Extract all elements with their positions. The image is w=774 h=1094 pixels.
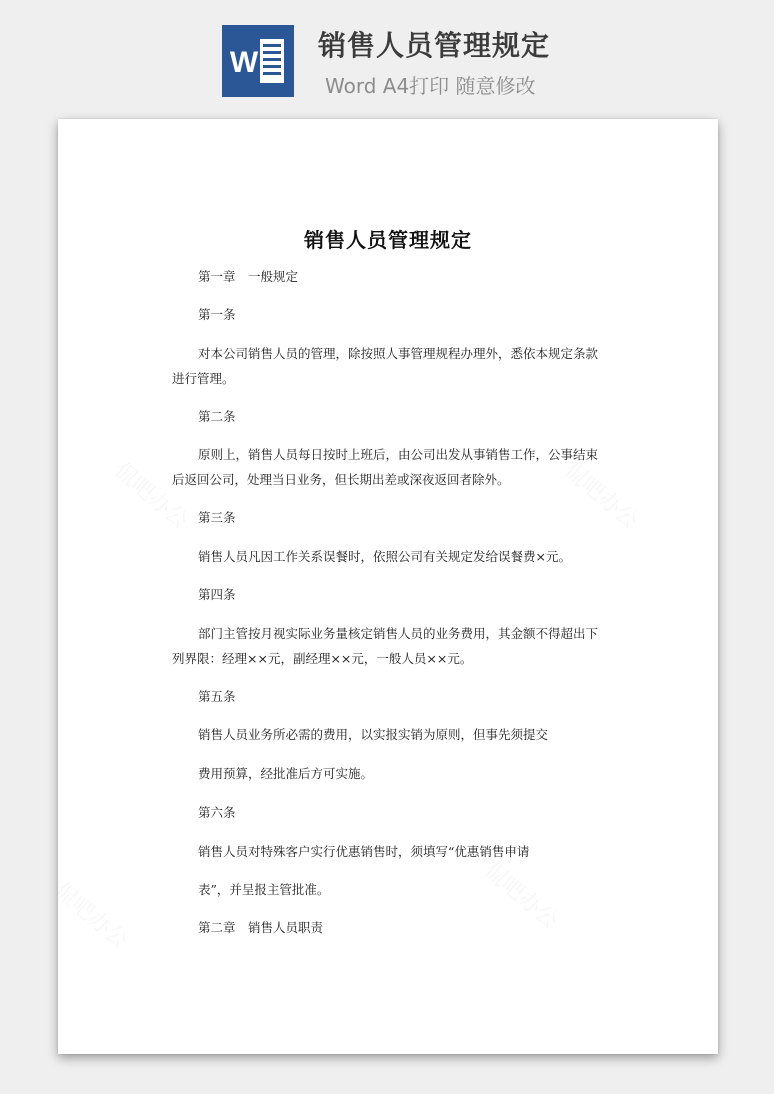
paragraph-line: 进行管理。: [172, 371, 235, 386]
watermark: [108, 454, 195, 534]
article-heading: 第四条: [198, 587, 236, 602]
chapter-heading: 第二章 销售人员职责: [198, 920, 324, 935]
paragraph-line: 销售人员对特殊客户实行优惠销售时，须填写“优惠销售申请: [198, 844, 530, 859]
watermark: [558, 454, 645, 534]
paragraph-line: 对本公司销售人员的管理，除按照人事管理规程办理外，悉依本规定条款: [198, 346, 599, 361]
chapter-heading: 第一章 一般规定: [198, 269, 299, 284]
article-heading: 第二条: [198, 409, 236, 424]
page-title: 销售人员管理规定: [318, 29, 551, 62]
word-document-icon: [222, 25, 294, 97]
paragraph-line: 部门主管按月视实际业务量核定销售人员的业务费用，其金额不得超出下: [198, 626, 599, 641]
article-heading: 第一条: [198, 307, 236, 322]
article-heading: 第五条: [198, 689, 236, 704]
paragraph-line: 原则上，销售人员每日按时上班后，由公司出发从事销售工作，公事结束: [198, 447, 599, 462]
paragraph-line: 列界限：经理××元，副经理××元，一般人员××元。: [172, 651, 473, 666]
page-subtitle: Word A4打印 随意修改: [325, 74, 536, 98]
watermark: [58, 874, 136, 954]
watermark: [478, 854, 565, 934]
article-heading: 第三条: [198, 510, 236, 525]
article-heading: 第六条: [198, 805, 236, 820]
document-page: [58, 119, 718, 1054]
paragraph-line: 销售人员业务所必需的费用，以实报实销为原则，但事先须提交: [198, 727, 549, 742]
document-title: 销售人员管理规定: [304, 228, 472, 252]
paragraph-line: 后返回公司，处理当日业务，但长期出差或深夜返回者除外。: [172, 472, 510, 487]
paragraph-line: 销售人员凡因工作关系误餐时，依照公司有关规定发给误餐费×元。: [198, 549, 571, 564]
paragraph-line: 表”，并呈报主管批准。: [198, 882, 330, 897]
page-header: [0, 0, 774, 118]
paragraph-line: 费用预算，经批准后方可实施。: [198, 766, 374, 781]
word-icon-letter: W: [229, 46, 259, 79]
